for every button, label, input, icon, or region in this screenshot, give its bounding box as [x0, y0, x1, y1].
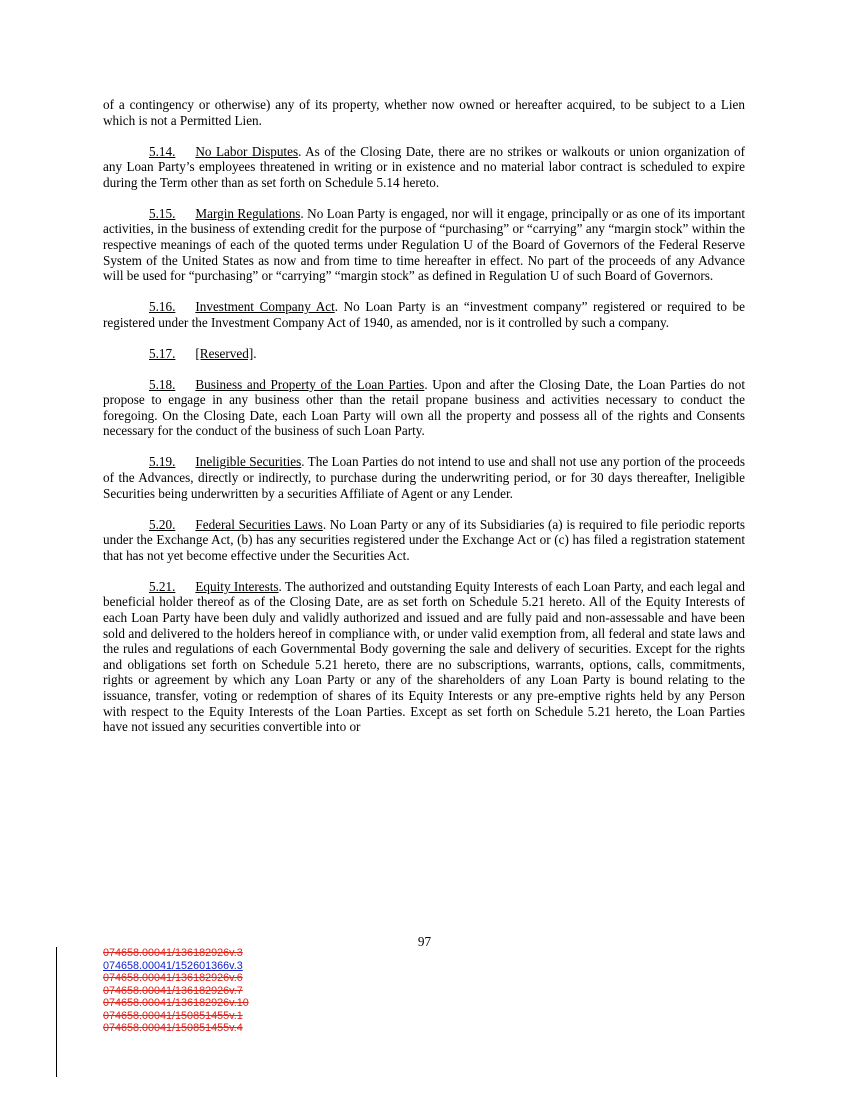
section-5-15 [103, 206, 745, 284]
section-text: . No Loan Party or any of its Subsidiaries (a) is required to file periodic reports under the Exchange Act, (b) has any securities registered under the Exchange Act or (c) has filed a registration statement that has not yet become effective under the Securities Act. [103, 516, 745, 563]
section-title: Margin Regulations [195, 205, 301, 221]
doc-id-deleted: 074658.00041/136182926v.3 [103, 947, 243, 959]
section-title: Federal Securities Laws [195, 516, 323, 532]
section-text: . The Loan Parties do not intend to use and shall not use any portion of the proceeds of the Advances, directly or indirectly, to purchase during the underwriting period, or for 30 days thereafter, Ineligible Securities being underwritten by a securities Affiliate of Agent or any Lender. [103, 454, 745, 501]
section-5-21 [103, 579, 745, 735]
change-bar [56, 947, 57, 1077]
section-text: . No Loan Party is an “investment company” registered or required to be registered under the Investment Company Act of 1940, as amended, nor is it controlled by such a company. [103, 299, 745, 330]
document-body [103, 97, 745, 735]
section-5-19 [103, 454, 745, 501]
section-number: 5.20. [149, 516, 176, 532]
doc-id-deleted: 074658.00041/136182926v.7 [103, 984, 243, 997]
section-5-20 [103, 517, 745, 564]
doc-id-inserted: 074658.00041/152601366v.3 [103, 959, 243, 972]
section-title: No Labor Disputes [195, 143, 299, 159]
section-number: 5.18. [149, 376, 176, 392]
section-number: 5.16. [149, 299, 176, 315]
section-title: Ineligible Securities [195, 454, 302, 470]
section-number: 5.15. [149, 205, 176, 221]
section-number: 5.19. [149, 454, 176, 470]
section-text: . As of the Closing Date, there are no strikes or walkouts or union organization of any Loan Party’s employees threatened in writing or in existence and no material labor contract is scheduled to expire during the Term other than as set forth on Schedule 5.14 hereto. [103, 143, 746, 190]
section-title: Investment Company Act [195, 299, 335, 315]
doc-id-deleted: 074658.00041/136182926v.6 [103, 972, 243, 984]
section-5-14 [103, 144, 745, 191]
section-text: . The authorized and outstanding Equity Interests of each Loan Party, and each legal and beneficial holder thereof as of the Closing Date, are as set forth on Schedule 5.21 hereto. All of the Equity Interests of each Loan Party have been duly and validly authorized and issued and are fully paid and non-assessable and have been sold and delivered to the holders hereof in compliance with, or under valid exemption from, all federal and state laws and the rules and regulations of each Governmental Body governing the sale and delivery of securities. Except for the rights and obligations set forth on Schedule 5.21 hereto, there are no subscriptions, warrants, options, calls, commitments, rights or agreement by which any Loan Party or any of the shareholders of any Loan Party is bound relating to the issuance, transfer, voting or redemption of shares of its Equity Interests or any pre-emptive rights held by any Person with respect to the Equity Interests of the Loan Parties. Except as set forth on Schedule 5.21 hereto, the Loan Parties have not issued any securities convertible into or [103, 578, 746, 735]
footer-document-ids [103, 947, 249, 1035]
section-title: [Reserved] [195, 345, 254, 361]
section-text: . No Loan Party is engaged, nor will it engage, principally or as one of its important activities, in the business of extending credit for the purpose of “purchasing” or “carrying” any “margin stock” within the respective meanings of each of the quoted terms under Regulation U of the Board of Governors of the Federal Reserve System of the United States as now and from time to time hereafter in effect. No part of the proceeds of any Advance will be used for “purchasing” or “carrying” “margin stock” as defined in Regulation U of such Board of Governors. [103, 205, 745, 284]
section-title: Business and Property of the Loan Parties [195, 376, 425, 392]
doc-id-deleted: 074658.00041/150851455v.4 [103, 1022, 243, 1034]
section-5-18 [103, 377, 745, 439]
page-number: 97 [417, 934, 432, 949]
continuation-paragraph: of a contingency or otherwise) any of its property, whether now owned or hereafter acquired, to be subject to a Lien which is not a Permitted Lien. [103, 97, 745, 128]
section-text: . Upon and after the Closing Date, the Loan Parties do not propose to engage in any business other than the retail propane business and activities necessary to conduct the foregoing. On the Closing Date, each Loan Party will own all the property and possess all of the rights and Consents necessary for the conduct of the business of such Loan Party. [103, 376, 745, 439]
doc-id-deleted: 074658.00041/136182926v.10 [103, 997, 249, 1009]
section-text: . [253, 345, 257, 361]
section-title: Equity Interests [195, 578, 279, 594]
section-number: 5.21. [149, 578, 176, 594]
doc-id-deleted: 074658.00041/150851455v.1 [103, 1009, 243, 1022]
section-number: 5.17. [149, 345, 176, 361]
section-5-17 [103, 346, 745, 362]
section-number: 5.14. [149, 143, 176, 159]
section-5-16 [103, 299, 745, 330]
